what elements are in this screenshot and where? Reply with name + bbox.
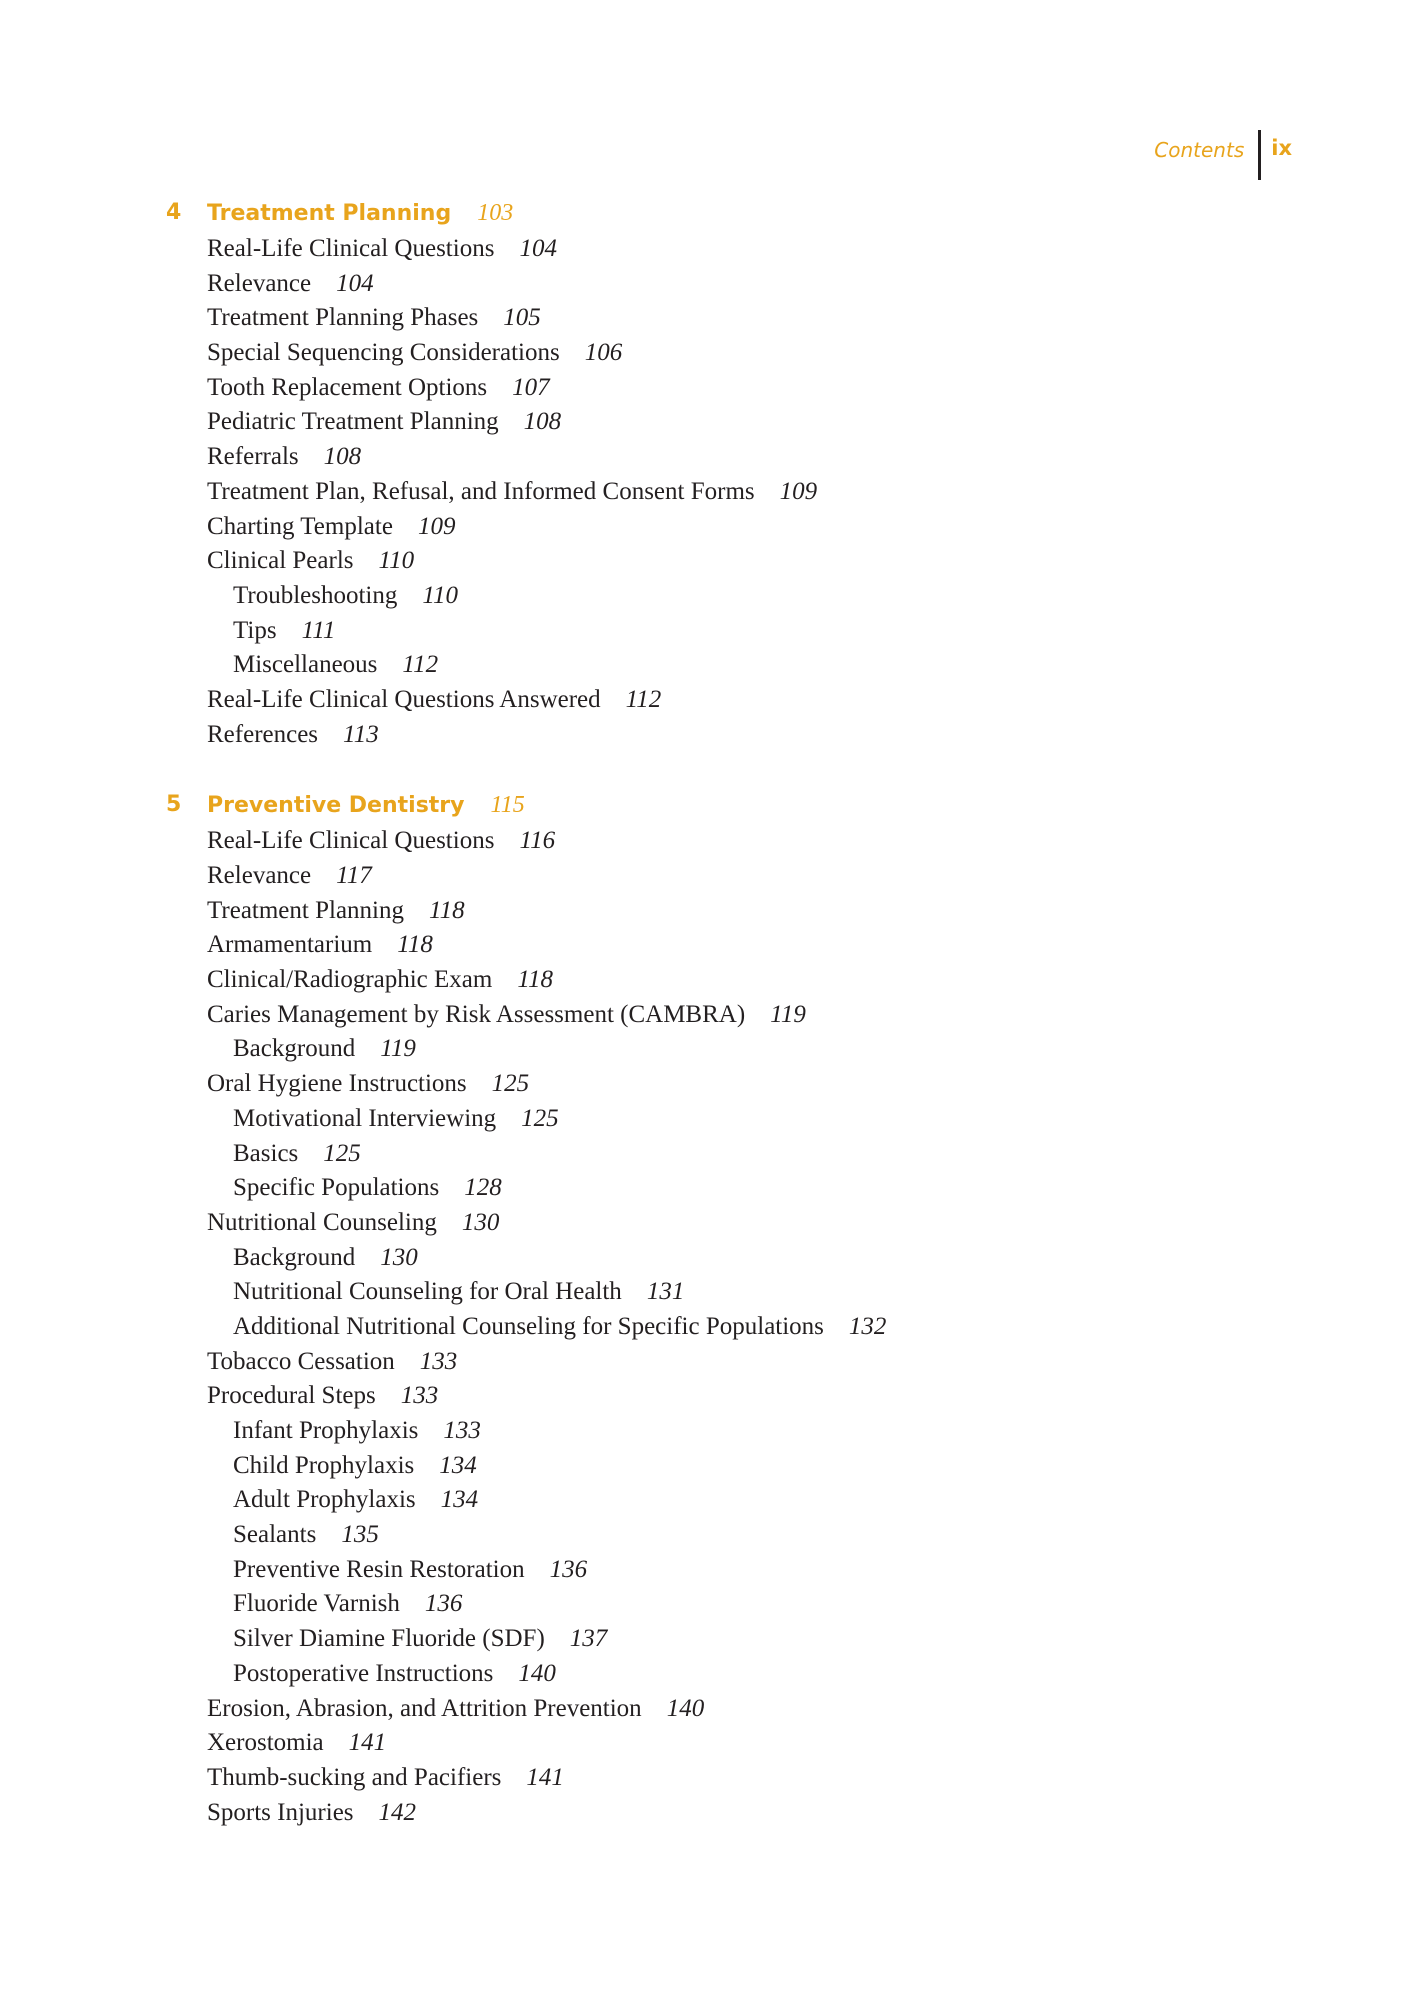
toc-entry-page-number: 119 — [770, 1000, 806, 1028]
toc-entry-label: Erosion, Abrasion, and Attrition Prevention — [207, 1694, 642, 1722]
toc-entry-page-number: 113 — [343, 720, 379, 748]
toc-entry-page-number: 128 — [464, 1174, 502, 1202]
toc-entry-page-number: 118 — [429, 896, 465, 924]
toc-entry[interactable] — [0, 1692, 1402, 1727]
toc-entry-page-number: 107 — [512, 373, 550, 401]
toc-entry-page-number: 116 — [519, 827, 556, 855]
toc-entry-page-number: 134 — [440, 1486, 479, 1514]
toc-entry[interactable] — [0, 859, 1402, 894]
toc-entry-label: Caries Management by Risk Assessment (CAMBRA) — [207, 1000, 746, 1028]
toc-entry-page-number: 133 — [400, 1382, 439, 1410]
toc-entry-label: Pediatric Treatment Planning — [207, 408, 499, 436]
chapter-title: Preventive Dentistry — [207, 793, 465, 819]
toc-entry-page-number: 136 — [549, 1555, 588, 1583]
toc-entry-page-number: 141 — [348, 1729, 387, 1757]
toc-subentry[interactable] — [0, 1275, 1402, 1310]
toc-entry-list — [0, 232, 1402, 752]
toc-entry-page-number: 118 — [517, 966, 553, 994]
toc-entry-page-number: 104 — [519, 235, 557, 262]
toc-entry[interactable] — [0, 683, 1402, 718]
toc-entry-page-number: 141 — [526, 1763, 564, 1791]
toc-entry-label: Real-Life Clinical Questions — [207, 235, 495, 262]
toc-entry-page-number: 132 — [848, 1312, 887, 1340]
toc-entry[interactable] — [0, 405, 1402, 440]
toc-entry-page-number: 119 — [380, 1035, 416, 1063]
toc-entry-label: Adult Prophylaxis — [233, 1486, 416, 1514]
toc-entry[interactable] — [0, 1206, 1402, 1241]
toc-entry-label: Special Sequencing Considerations — [207, 339, 560, 367]
toc-entry-label: Background — [233, 1243, 356, 1271]
toc-entry[interactable] — [0, 544, 1402, 579]
toc-entry-page-number: 131 — [646, 1278, 685, 1306]
toc-entry-page-number: 105 — [503, 304, 541, 332]
toc-entry-label: Silver Diamine Fluoride (SDF) — [233, 1625, 545, 1653]
toc-subentry[interactable] — [0, 1587, 1402, 1622]
toc-entry[interactable] — [0, 928, 1402, 963]
toc-entry-label: Sealants — [233, 1521, 317, 1549]
toc-subentry[interactable] — [0, 1518, 1402, 1553]
toc-subentry[interactable] — [0, 1137, 1402, 1172]
toc-entry[interactable] — [0, 1761, 1402, 1796]
toc-entry-label: Relevance — [207, 862, 312, 889]
toc-entry-page-number: 140 — [666, 1694, 705, 1722]
toc-entry-label: Treatment Planning — [207, 896, 404, 924]
page-number: ix — [1271, 136, 1292, 160]
toc-entry-label: Oral Hygiene Instructions — [207, 1070, 467, 1098]
toc-entry[interactable] — [0, 1379, 1402, 1414]
toc-entry-label: Tooth Replacement Options — [207, 373, 488, 401]
toc-entry-label: Treatment Planning Phases — [207, 304, 479, 332]
toc-entry[interactable] — [0, 998, 1402, 1033]
toc-entry-page-number: 130 — [461, 1208, 500, 1236]
toc-entry-label: Procedural Steps — [207, 1382, 376, 1410]
toc-entry-label: Tips — [233, 616, 277, 644]
chapter-heading[interactable] — [0, 786, 1402, 824]
toc-subentry[interactable] — [0, 579, 1402, 614]
toc-entry-label: Basics — [233, 1139, 299, 1167]
toc-entry-page-number: 133 — [419, 1347, 458, 1375]
toc-entry-list — [0, 824, 1402, 1830]
toc-entry[interactable] — [0, 1067, 1402, 1102]
toc-entry-label: Armamentarium — [207, 931, 373, 959]
chapter-heading[interactable] — [0, 194, 1402, 232]
toc-entry-label: Nutritional Counseling — [207, 1208, 437, 1236]
toc-entry[interactable] — [0, 440, 1402, 475]
toc-entry-page-number: 110 — [422, 581, 459, 609]
toc-subentry[interactable] — [0, 1483, 1402, 1518]
toc-entry-label: Miscellaneous — [233, 651, 378, 679]
toc-subentry[interactable] — [0, 1032, 1402, 1067]
toc-entry-label: Fluoride Varnish — [233, 1590, 400, 1618]
chapter-number: 4 — [166, 200, 182, 225]
chapter-section — [0, 194, 1402, 752]
toc-entry-label: Sports Injuries — [207, 1798, 354, 1826]
toc-entry-label: Clinical/Radiographic Exam — [207, 966, 493, 994]
toc-entry-page-number: 135 — [341, 1521, 379, 1549]
toc-entry[interactable] — [0, 336, 1402, 371]
toc-entry[interactable] — [0, 894, 1402, 929]
toc-subentry[interactable] — [0, 1622, 1402, 1657]
toc-entry-label: Thumb-sucking and Pacifiers — [207, 1763, 502, 1791]
toc-entry-page-number: 109 — [779, 477, 818, 505]
toc-entry-page-number: 137 — [569, 1625, 608, 1653]
toc-entry-page-number: 117 — [336, 862, 372, 889]
chapter-number: 5 — [166, 792, 182, 818]
running-head-section: Contents — [1154, 138, 1245, 162]
toc-entry-page-number: 140 — [518, 1659, 556, 1687]
toc-entry-label: Additional Nutritional Counseling for Specific Populations — [233, 1312, 824, 1340]
toc-entry-page-number: 108 — [523, 408, 562, 436]
toc-entry-page-number: 118 — [397, 931, 433, 959]
toc-entry[interactable] — [0, 267, 1402, 302]
toc-subentry[interactable] — [0, 1449, 1402, 1484]
toc-entry-page-number: 142 — [378, 1798, 417, 1826]
toc-subentry[interactable] — [0, 1241, 1402, 1276]
toc-entry-page-number: 112 — [402, 651, 439, 679]
chapter-section — [0, 786, 1402, 1830]
toc-entry-label: Preventive Resin Restoration — [233, 1555, 525, 1583]
toc-entry[interactable] — [0, 718, 1402, 753]
toc-entry-label: Treatment Plan, Refusal, and Informed Consent Forms — [207, 477, 755, 505]
toc-entry-page-number: 133 — [443, 1417, 481, 1444]
toc-entry-label: Postoperative Instructions — [233, 1659, 494, 1687]
toc-entry[interactable] — [0, 1345, 1402, 1380]
toc-entry[interactable] — [0, 1796, 1402, 1831]
toc-entry-label: Xerostomia — [207, 1729, 324, 1757]
toc-entry-page-number: 134 — [439, 1451, 477, 1479]
toc-subentry[interactable] — [0, 1171, 1402, 1206]
toc-subentry[interactable] — [0, 648, 1402, 683]
toc-entry-label: Tobacco Cessation — [207, 1347, 395, 1375]
toc-entry-page-number: 109 — [417, 512, 456, 540]
toc-entry-label: Child Prophylaxis — [233, 1451, 415, 1479]
running-head — [1154, 130, 1292, 180]
toc-entry-label: Real-Life Clinical Questions — [207, 827, 495, 855]
toc-entry[interactable] — [0, 824, 1402, 859]
toc-entry-label: Charting Template — [207, 512, 393, 540]
toc-entry-label: Real-Life Clinical Questions Answered — [207, 685, 601, 713]
toc-entry[interactable] — [0, 475, 1402, 510]
toc-entry-page-number: 125 — [323, 1139, 361, 1167]
toc-entry-label: Background — [233, 1035, 356, 1063]
toc-subentry[interactable] — [0, 1414, 1402, 1449]
toc-entry-label: Relevance — [207, 269, 312, 297]
chapter-page-number: 103 — [477, 200, 514, 226]
toc-entry-page-number: 111 — [301, 616, 336, 644]
toc-entry-label: Infant Prophylaxis — [233, 1417, 419, 1444]
toc-entry-label: Referrals — [207, 443, 299, 471]
toc-entry-page-number: 110 — [378, 547, 415, 575]
toc-subentry[interactable] — [0, 1553, 1402, 1588]
toc-subentry[interactable] — [0, 1310, 1402, 1345]
toc-entry-label: Clinical Pearls — [207, 547, 354, 575]
toc-entry-label: Troubleshooting — [233, 581, 398, 609]
toc-entry[interactable] — [0, 1726, 1402, 1761]
toc-entry-label: References — [207, 720, 319, 748]
toc-entry[interactable] — [0, 963, 1402, 998]
toc-entry-page-number: 125 — [491, 1070, 530, 1098]
toc-entry-label: Specific Populations — [233, 1174, 440, 1202]
toc-entry[interactable] — [0, 371, 1402, 406]
toc-entry-label: Motivational Interviewing — [233, 1104, 497, 1132]
toc-entry-page-number: 108 — [323, 443, 362, 471]
toc-entry-page-number: 136 — [424, 1590, 463, 1618]
toc-subentry[interactable] — [0, 1102, 1402, 1137]
toc-subentry[interactable] — [0, 614, 1402, 649]
toc-entry[interactable] — [0, 301, 1402, 336]
toc-entry-page-number: 125 — [521, 1104, 559, 1132]
toc-subentry[interactable] — [0, 1657, 1402, 1692]
chapter-title: Treatment Planning — [207, 201, 452, 226]
toc-entry-label: Nutritional Counseling for Oral Health — [233, 1278, 622, 1306]
toc-entry-page-number: 112 — [625, 685, 662, 713]
toc-entry[interactable] — [0, 510, 1402, 545]
toc-entry[interactable] — [0, 232, 1402, 267]
toc-entry-page-number: 106 — [584, 339, 623, 367]
toc-entry-page-number: 130 — [380, 1243, 418, 1271]
toc-entry-page-number: 104 — [336, 269, 374, 297]
table-of-contents — [0, 194, 1402, 1864]
chapter-page-number: 115 — [490, 792, 525, 819]
